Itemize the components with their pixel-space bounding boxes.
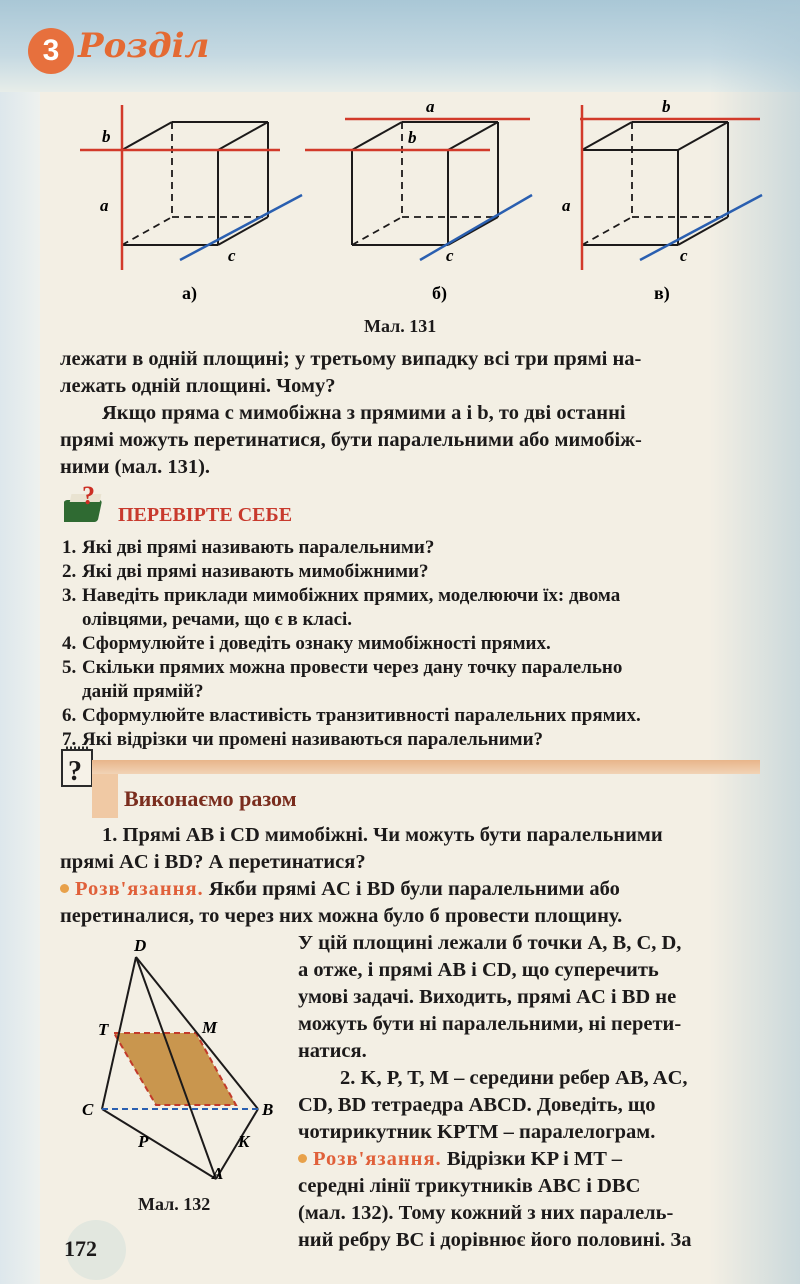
check-yourself-icon xyxy=(64,482,114,526)
panel-b-label-b: b xyxy=(408,128,417,147)
left-margin-band xyxy=(0,92,40,1284)
figure-131-panel-c xyxy=(562,97,762,304)
vertex-label-t: T xyxy=(98,1020,109,1039)
question-item: 4. Сформулюйте і доведіть ознаку мимобіжності прямих. xyxy=(62,633,551,654)
task-line: 1. Прямі AB і CD мимобіжні. Чи можуть бути паралельними xyxy=(102,824,663,846)
question-list xyxy=(62,536,764,752)
question-item: 2. Які дві прямі називають мимобіжними? xyxy=(62,561,429,582)
task-line: CD, BD тетраедра ABCD. Доведіть, що xyxy=(298,1094,656,1116)
figure-131 xyxy=(70,95,770,345)
body-line: лежать одній площині. Чому? xyxy=(60,375,336,397)
body-line: ними (мал. 131). xyxy=(60,456,211,478)
body-line: лежати в одній площині; у третьому випадку всі три прямі на- xyxy=(60,348,642,370)
question-item: 5. Скільки прямих можна провести через дану точку паралельно даній прямій? xyxy=(62,657,623,702)
solution-line: Якби прямі AC і BD були паралельними або xyxy=(203,878,620,900)
task-line: чотирикутник KPTM – паралелограм. xyxy=(298,1121,656,1143)
figure-131-caption: Мал. 131 xyxy=(364,316,437,336)
bullet-dot xyxy=(298,1154,307,1163)
check-yourself-title: ПЕРЕВІРТЕ СЕБЕ xyxy=(118,504,293,526)
vertex-label-a: A xyxy=(212,1164,224,1183)
panel-a-label-b: b xyxy=(102,127,111,146)
figure-131-panel-a xyxy=(80,105,302,304)
body-line: Якщо пряма c мимобіжна з прямими a і b, то дві останні xyxy=(102,402,626,424)
task-1 xyxy=(60,822,765,876)
figure-131-panel-b xyxy=(305,97,532,304)
vertex-label-m: M xyxy=(202,1018,218,1037)
vertex-label-p: P xyxy=(138,1132,149,1151)
solution-line: умові задачі. Виходить, прямі AC і BD не xyxy=(298,986,677,1008)
vertex-label-d: D xyxy=(134,936,147,955)
figure-132 xyxy=(70,935,290,1185)
task-line: 2. K, P, T, M – середини ребер AB, AC, xyxy=(340,1067,688,1089)
solution-1-wrap xyxy=(298,930,768,1254)
chapter-number-badge: 3 xyxy=(28,28,74,74)
solution-line: (мал. 132). Тому кожний з них паралель- xyxy=(298,1202,674,1224)
solution-label: Розв'язання. xyxy=(313,1148,442,1170)
panel-c-label-a: a xyxy=(562,196,571,215)
panel-b-caption: б) xyxy=(432,283,447,303)
panel-a-label-c: c xyxy=(228,246,236,265)
panel-b-label-c: c xyxy=(446,246,454,265)
section-block xyxy=(92,774,118,818)
question-item: 6. Сформулюйте властивість транзитивності паралельних прямих. xyxy=(62,705,641,726)
chapter-word: Розділ xyxy=(78,26,210,66)
solution-line: можуть бути ні паралельними, ні перети- xyxy=(298,1013,682,1035)
solution-line: Відрізки KP і MT – xyxy=(441,1148,622,1170)
figure-132-caption: Мал. 132 xyxy=(138,1194,211,1214)
parallelogram-kptm xyxy=(114,1033,236,1105)
section-bar xyxy=(92,760,760,774)
panel-a-label-a: a xyxy=(100,196,109,215)
task-line: прямі AC і BD? А перетинатися? xyxy=(60,851,366,873)
question-item: 1. Які дві прямі називають паралельними? xyxy=(62,537,435,558)
solution-line: ний ребру BC і дорівнює його половині. За xyxy=(298,1229,692,1251)
panel-b-label-a: a xyxy=(426,97,435,116)
body-line: прямі можуть перетинатися, бути паралельними або мимобіж- xyxy=(60,429,642,451)
vertex-label-b: B xyxy=(262,1100,274,1119)
question-item: 3. Наведіть приклади мимобіжних прямих, моделюючи їх: двома олівцями, речами, що є в класі. xyxy=(62,585,621,630)
section-title: Виконаємо разом xyxy=(124,786,297,811)
body-paragraph-1 xyxy=(60,346,760,400)
question-item: 7. Які відрізки чи промені називаються паралельними? xyxy=(62,729,544,750)
body-paragraph-2 xyxy=(60,400,760,481)
page-number: 172 xyxy=(64,1236,97,1261)
svg-text:?: ? xyxy=(68,756,82,787)
solution-line: середні лінії трикутників ABC і DBC xyxy=(298,1175,641,1197)
panel-c-label-c: c xyxy=(680,246,688,265)
panel-c-caption: в) xyxy=(654,283,670,303)
solution-line: перетиналися, то через них можна було б провести площину. xyxy=(60,905,623,927)
vertex-label-k: K xyxy=(238,1132,250,1151)
solution-line: У цій площині лежали б точки A, B, C, D, xyxy=(298,932,682,954)
bullet-dot xyxy=(60,884,69,893)
solution-line: натися. xyxy=(298,1040,367,1062)
panel-a-caption: а) xyxy=(182,283,197,303)
svg-text:?: ? xyxy=(82,482,95,510)
solution-label: Розв'язання. xyxy=(75,878,204,900)
solution-1-head xyxy=(60,876,765,930)
panel-c-label-b: b xyxy=(662,97,671,116)
solution-line: а отже, і прямі AB і CD, що суперечить xyxy=(298,959,659,981)
vertex-label-c: C xyxy=(82,1100,94,1119)
